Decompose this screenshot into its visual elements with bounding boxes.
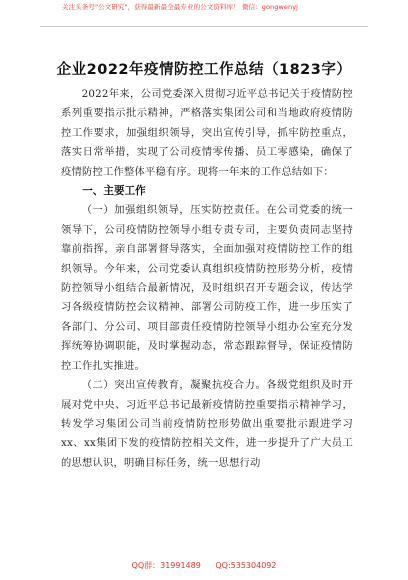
- body-paragraph-2: （二）突出宣传教育，凝聚抗疫合力。各级党组织及时开展对党中央、习近平总书记最新疫情防控重要指示精神学习，转发学习集团公司当前疫情防控形势做出重要批示跟进学习xx、xx集团下发的疫情防控相关文件，进一步提升了广大员工的思想认识，明确目标任务，统一思想行动: [61, 379, 353, 469]
- body-paragraph-1: （一）加强组织领导，压实防控责任。在公司党委的统一领导下，公司疫情防控领导小组专责专司，主要负责同志坚持靠前指挥，亲自部署督导落实，全面加强对疫情防控工作的组织领导。今年来，公司党委认真组织疫情防控形势分析，疫情防控领导小组结合最新情况，及时组织召开专题会议，传达学习各级疫情防控会议精神、部署公司防疫工作，进一步压实了各部门、分公司、项目部责任疫情防控领导小组办公室充分发挥统筹协调职能，及时掌握动态，常态跟踪督导，保证疫情防控工作扎实推进。: [61, 204, 353, 372]
- intro-paragraph: 2022年来，公司党委深入贯彻习近平总书记关于疫情防控系列重要指示批示精神，严格落实集团公司和当地政府疫情防控工作要求，加强组织领导，突出宣传引导，抓牢防控重点，落实日常举措，实现了公司疫情零传播、员工零感染，确保了疫情防控工作整体平稳有序。现将一年来的工作总结如下：: [61, 88, 353, 178]
- promo-banner-text: 关注头条号"公文研究"，获得最新最全最专业的公文资料库！ 微信：gongwenyj: [62, 3, 299, 11]
- document-title: 企业2022年疫情防控工作总结（1823字）: [56, 62, 352, 78]
- qq-group-text: QQ群：31991489: [131, 561, 201, 570]
- document-body: [61, 85, 353, 473]
- page-footer: [0, 560, 408, 571]
- header-divider: [40, 26, 368, 27]
- qq-contact-text: QQ:535304092: [215, 561, 277, 570]
- section-heading: 一、主要工作: [82, 185, 146, 198]
- page-header: [0, 0, 408, 34]
